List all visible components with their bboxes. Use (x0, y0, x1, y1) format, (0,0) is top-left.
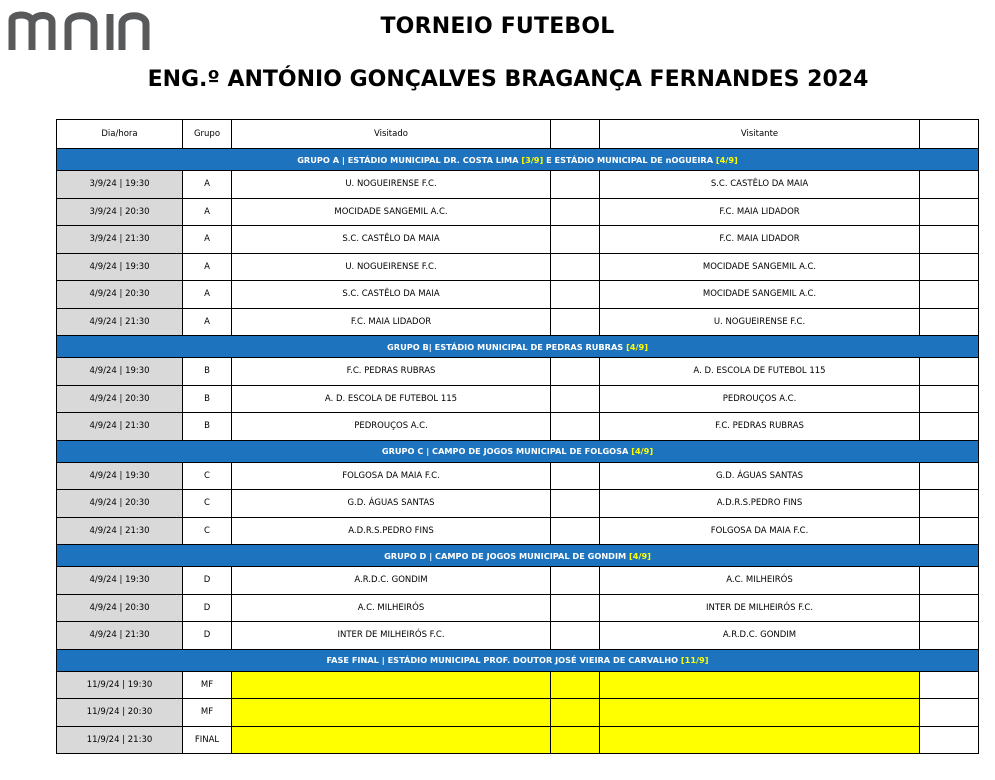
match-home-team: F.C. PEDRAS RUBRAS (232, 358, 551, 386)
match-away-team: MOCIDADE SANGEMIL A.C. (600, 281, 920, 309)
match-score (551, 413, 600, 441)
match-away-team: A.C. MILHEIRÓS (600, 567, 920, 595)
match-home-team (232, 726, 551, 754)
match-datetime: 4/9/24 | 21:30 (57, 413, 183, 441)
section-date: [4/9] (631, 446, 654, 456)
section-venue-2: E ESTÁDIO MUNICIPAL DE nOGUEIRA (546, 154, 714, 165)
match-score (551, 490, 600, 518)
match-away-team: S.C. CASTÊLO DA MAIA (600, 171, 920, 199)
match-away-team: INTER DE MILHEIRÓS F.C. (600, 594, 920, 622)
match-row (57, 198, 979, 226)
match-group: MF (183, 699, 232, 727)
match-row (57, 226, 979, 254)
section-date: [4/9] (626, 341, 648, 352)
match-group: FINAL (183, 726, 232, 754)
match-score (551, 253, 600, 281)
match-row (57, 413, 979, 441)
match-group: C (183, 517, 232, 545)
match-away-team: FOLGOSA DA MAIA F.C. (600, 517, 920, 545)
match-datetime: 4/9/24 | 21:30 (57, 517, 183, 545)
match-row (57, 308, 979, 336)
match-home-team: A.D.R.S.PEDRO FINS (232, 517, 551, 545)
match-extra (920, 490, 979, 518)
match-away-team: U. NOGUEIRENSE F.C. (600, 308, 920, 336)
match-score (551, 699, 600, 727)
col-header-date: Dia/hora (57, 120, 183, 149)
match-row (57, 281, 979, 309)
match-score (551, 281, 600, 309)
match-datetime: 3/9/24 | 20:30 (57, 198, 183, 226)
section-date: [11/9] (680, 655, 709, 665)
match-extra (920, 622, 979, 650)
col-header-home: Visitado (232, 120, 551, 149)
match-extra (920, 198, 979, 226)
section-venue: GRUPO D | CAMPO DE JOGOS MUNICIPAL DE GONDIM (384, 550, 627, 561)
match-datetime: 4/9/24 | 20:30 (57, 385, 183, 413)
section-header-row (57, 649, 979, 671)
match-datetime: 4/9/24 | 19:30 (57, 567, 183, 595)
match-score (551, 671, 600, 699)
match-score (551, 385, 600, 413)
match-home-team: U. NOGUEIRENSE F.C. (232, 171, 551, 199)
section-title (57, 649, 979, 671)
match-datetime: 11/9/24 | 20:30 (57, 699, 183, 727)
match-home-team: INTER DE MILHEIRÓS F.C. (232, 622, 551, 650)
match-home-team: A. D. ESCOLA DE FUTEBOL 115 (232, 385, 551, 413)
table-header-row (57, 120, 979, 149)
match-home-team: S.C. CASTÊLO DA MAIA (232, 281, 551, 309)
section-header-row (57, 336, 979, 358)
match-away-team (600, 726, 920, 754)
match-extra (920, 253, 979, 281)
match-away-team: G.D. ÁGUAS SANTAS (600, 462, 920, 490)
section-header-row (57, 149, 979, 171)
match-datetime: 4/9/24 | 19:30 (57, 358, 183, 386)
match-group: C (183, 462, 232, 490)
match-datetime: 3/9/24 | 21:30 (57, 226, 183, 254)
match-score (551, 517, 600, 545)
match-extra (920, 413, 979, 441)
match-home-team: G.D. ÁGUAS SANTAS (232, 490, 551, 518)
section-title (57, 336, 979, 358)
section-date: [4/9] (629, 550, 651, 561)
match-group: A (183, 198, 232, 226)
schedule-table (56, 119, 979, 754)
col-header-away: Visitante (600, 120, 920, 149)
match-row (57, 385, 979, 413)
match-extra (920, 171, 979, 199)
match-home-team: A.R.D.C. GONDIM (232, 567, 551, 595)
section-venue: FASE FINAL | ESTÁDIO MUNICIPAL PROF. DOUTOR JOSÉ VIEIRA DE CARVALHO (326, 655, 679, 665)
match-row (57, 594, 979, 622)
match-row (57, 171, 979, 199)
match-home-team: FOLGOSA DA MAIA F.C. (232, 462, 551, 490)
match-away-team (600, 671, 920, 699)
match-away-team: PEDROUÇOS A.C. (600, 385, 920, 413)
page-subtitle: ENG.º ANTÓNIO GONÇALVES BRAGANÇA FERNANDES 2024 (147, 67, 869, 92)
match-datetime: 4/9/24 | 20:30 (57, 281, 183, 309)
match-home-team (232, 671, 551, 699)
match-away-team: A.R.D.C. GONDIM (600, 622, 920, 650)
section-title (57, 149, 979, 171)
match-group: D (183, 567, 232, 595)
match-home-team: MOCIDADE SANGEMIL A.C. (232, 198, 551, 226)
match-score (551, 594, 600, 622)
match-score (551, 726, 600, 754)
match-home-team (232, 699, 551, 727)
section-venue: GRUPO A | ESTÁDIO MUNICIPAL DR. COSTA LIMA (297, 154, 519, 165)
section-venue: GRUPO C | CAMPO DE JOGOS MUNICIPAL DE FOLGOSA (381, 446, 629, 456)
match-row (57, 567, 979, 595)
page-title: TORNEIO FUTEBOL (380, 14, 615, 39)
match-home-team: S.C. CASTÊLO DA MAIA (232, 226, 551, 254)
match-away-team: F.C. MAIA LIDADOR (600, 198, 920, 226)
match-extra (920, 358, 979, 386)
section-date-2: [4/9] (715, 154, 738, 165)
match-away-team: A. D. ESCOLA DE FUTEBOL 115 (600, 358, 920, 386)
match-score (551, 462, 600, 490)
section-header-row (57, 545, 979, 567)
match-row (57, 517, 979, 545)
match-group: A (183, 226, 232, 254)
match-datetime: 11/9/24 | 21:30 (57, 726, 183, 754)
section-title (57, 545, 979, 567)
match-datetime: 11/9/24 | 19:30 (57, 671, 183, 699)
match-group: B (183, 385, 232, 413)
match-group: C (183, 490, 232, 518)
match-group: B (183, 358, 232, 386)
match-home-team: PEDROUÇOS A.C. (232, 413, 551, 441)
match-row (57, 462, 979, 490)
match-datetime: 4/9/24 | 20:30 (57, 490, 183, 518)
match-datetime: 4/9/24 | 19:30 (57, 253, 183, 281)
match-extra (920, 308, 979, 336)
match-group: A (183, 281, 232, 309)
match-home-team: F.C. MAIA LIDADOR (232, 308, 551, 336)
match-group: MF (183, 671, 232, 699)
match-score (551, 622, 600, 650)
match-extra (920, 281, 979, 309)
match-score (551, 567, 600, 595)
match-score (551, 226, 600, 254)
match-row (57, 358, 979, 386)
match-extra (920, 517, 979, 545)
match-extra (920, 567, 979, 595)
match-away-team: F.C. PEDRAS RUBRAS (600, 413, 920, 441)
match-extra (920, 594, 979, 622)
match-extra (920, 726, 979, 754)
match-row (57, 671, 979, 699)
match-datetime: 4/9/24 | 20:30 (57, 594, 183, 622)
match-extra (920, 385, 979, 413)
match-group: B (183, 413, 232, 441)
match-datetime: 4/9/24 | 19:30 (57, 462, 183, 490)
section-venue: GRUPO B| ESTÁDIO MUNICIPAL DE PEDRAS RUBRAS (387, 341, 624, 352)
match-extra (920, 226, 979, 254)
match-row (57, 726, 979, 754)
match-home-team: A.C. MILHEIRÓS (232, 594, 551, 622)
match-extra (920, 462, 979, 490)
match-group: A (183, 253, 232, 281)
col-header-extra (920, 120, 979, 149)
match-row (57, 699, 979, 727)
match-away-team: MOCIDADE SANGEMIL A.C. (600, 253, 920, 281)
match-group: D (183, 622, 232, 650)
schedule-body (57, 149, 979, 754)
match-score (551, 171, 600, 199)
match-row (57, 622, 979, 650)
match-score (551, 198, 600, 226)
match-extra (920, 699, 979, 727)
col-header-group: Grupo (183, 120, 232, 149)
match-score (551, 358, 600, 386)
section-header-row (57, 440, 979, 462)
match-home-team: U. NOGUEIRENSE F.C. (232, 253, 551, 281)
match-datetime: 4/9/24 | 21:30 (57, 308, 183, 336)
col-header-score (551, 120, 600, 149)
match-group: A (183, 308, 232, 336)
match-away-team: F.C. MAIA LIDADOR (600, 226, 920, 254)
match-away-team (600, 699, 920, 727)
match-away-team: A.D.R.S.PEDRO FINS (600, 490, 920, 518)
match-datetime: 4/9/24 | 21:30 (57, 622, 183, 650)
match-row (57, 490, 979, 518)
match-extra (920, 671, 979, 699)
match-group: D (183, 594, 232, 622)
match-score (551, 308, 600, 336)
match-datetime: 3/9/24 | 19:30 (57, 171, 183, 199)
section-date: [3/9] (521, 154, 544, 165)
match-group: A (183, 171, 232, 199)
match-row (57, 253, 979, 281)
section-title (57, 440, 979, 462)
